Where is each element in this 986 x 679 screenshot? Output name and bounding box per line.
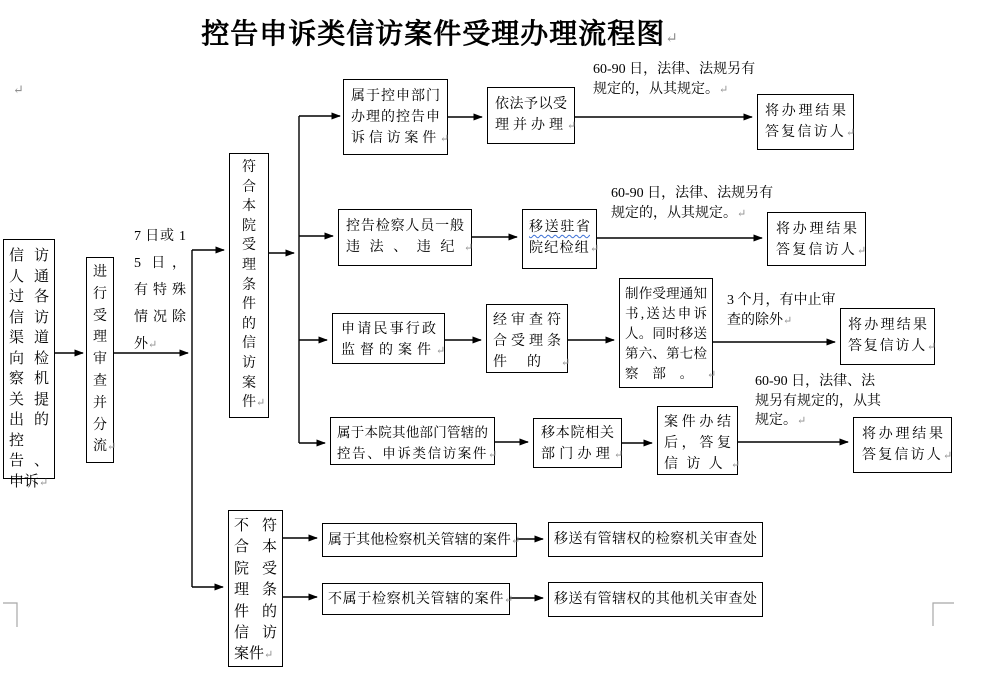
node-reply-result-1: 将办理结果答复信访人↵ [757,94,854,150]
node-text: 属于本院其他部门管辖的控告、申诉类信访案件 [337,425,488,461]
label-review-period: 7 日或 15 日，有特殊情况除外↵ [134,229,186,352]
node-text: 依法予以受理并办理 [495,97,567,133]
label-handle-period-2: 60-90 日，法律、法规另有规定的，从其规定。↵ [611,186,774,221]
label-text: 7 日或 15 日，有特殊情况除外 [134,229,186,352]
node-text: 案件办结后，答复信访人 [664,415,731,472]
node-not-procuratorate-cases: 不属于检察机关管辖的案件↵ [322,583,510,615]
node-other-procuratorate-cases: 属于其他检察机关管辖的案件↵ [322,523,517,557]
node-text: 不符合本院受理条件的信访案件 [234,518,277,663]
node-review-triage: 进行受理审查并分流↵ [86,257,114,463]
margin-mark-bottom-left [3,603,17,627]
label-text: 60-90 日，法律、法规另有规定的，从其规定。 [593,62,756,97]
node-text: 经审查符合受理条件的 [493,313,561,370]
node-transfer-related-dept: 移本院相关部门办理↵ [533,418,622,468]
page-title-text: 控告申诉类信访案件受理办理流程图 [201,19,666,50]
node-civil-admin-supervision: 申请民事行政监督的案件↵ [332,313,445,364]
node-text: 将办理结果答复信访人 [765,104,846,140]
node-text: 符合本院受理条件的信访案件 [242,160,256,411]
node-text: 将办理结果答复信访人 [776,222,857,258]
node-text: 院纪检组 [529,241,590,256]
node-transfer-to-other-organ [548,582,763,617]
node-text: 移送有管辖权的检察机关审查处 [554,532,757,547]
label-handle-period-1: 60-90 日，法律、法规另有规定的，从其规定。↵ [593,62,756,97]
node-text: 申请民事行政监督的案件 [341,322,436,358]
node-text: 属于控申部门办理的控告申诉信访案件 [351,89,440,146]
label-text: 60-90 日，法律、法规另有规定的，从其规定。 [755,374,881,428]
node-meets-conditions: 符合本院受理条件的信访案件↵ [229,153,269,418]
label-handle-period-3: 3 个月，有中止审查的除外↵ [727,293,836,328]
node-case-concluded-reply: 案件办结后，答复信访人↵ [657,406,738,475]
node-text: 将办理结果答复信访人 [848,318,927,354]
grammar-underlined-text: 移送驻省 [529,220,590,235]
node-transfer-discipline-group: 移送驻省院纪检组↵ [522,209,597,269]
node-text: 不属于检察机关管辖的案件 [328,592,504,607]
margin-mark-bottom-right [933,603,954,626]
node-other-dept-cases: 属于本院其他部门管辖的控告、申诉类信访案件↵ [330,417,495,465]
node-reply-result-2: 将办理结果答复信访人↵ [767,212,866,266]
pilcrow-mark: ↵ [665,31,679,47]
node-petition-source: 信访人通过各信访渠道向检察机关提出的控告、申诉↵ [3,239,55,479]
node-reply-result-4: 将办理结果答复信访人↵ [853,417,952,473]
node-text: 制作受理通知书,送达申诉人。同时移送第六、第七检察部。 [625,286,707,381]
node-text: 属于其他检察机关管辖的案件 [328,533,511,548]
node-not-meets-conditions: 不符合本院受理条件的信访案件↵ [228,510,283,667]
label-text: 60-90 日，法律、法规另有规定的，从其规定。 [611,186,774,221]
node-text: 信访人通过各信访渠道向检察机关提出的控告、申诉 [9,248,49,490]
node-complaint-dept-cases: 属于控申部门办理的控告申诉信访案件↵ [343,79,448,155]
node-text: 进行受理审查并分流 [93,265,107,455]
node-text: 控告检察人员一般违法、违纪 [346,219,464,255]
node-make-acceptance-notice: 制作受理通知书,送达申诉人。同时移送第六、第七检察部。↵ [619,278,713,388]
label-handle-period-4: 60-90 日，法律、法规另有规定的，从其规定。↵ [755,374,881,428]
node-accept-and-handle: 依法予以受理并办理↵ [487,87,575,144]
node-review-qualified: 经审查符合受理条件的↵ [486,304,568,373]
node-text: 移本院相关部门办理 [541,426,614,462]
node-transfer-to-procuratorate [548,522,763,557]
node-text: 将办理结果答复信访人 [862,427,943,463]
pilcrow-margin: ↵ [13,82,24,97]
node-reply-result-3: 将办理结果答复信访人↵ [840,308,935,365]
node-text: 移送有管辖权的其他机关审查处 [554,592,757,607]
node-prosecutor-misconduct: 控告检察人员一般违法、违纪↵ [338,209,472,266]
page-title [200,12,680,52]
label-text: 3 个月，有中止审查的除外 [727,293,836,328]
